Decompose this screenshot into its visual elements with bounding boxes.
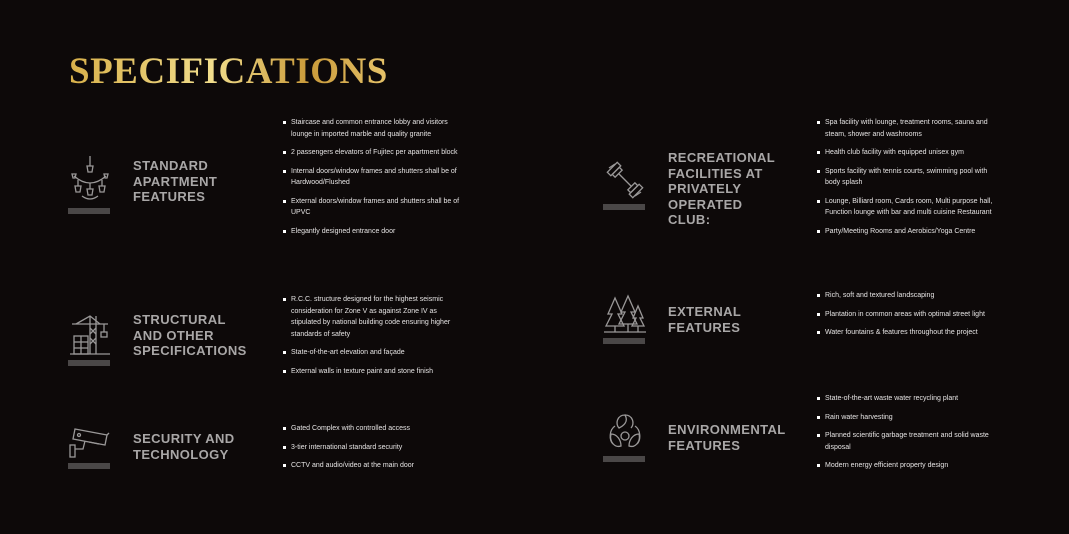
list-item: CCTV and audio/video at the main door [283,460,468,472]
list-item: External walls in texture paint and stone finish [283,366,468,378]
dumbbell-icon [603,160,647,210]
section-heading-recreational: RECREATIONAL FACILITIES AT PRIVATELY OPERATED CLUB: [668,150,775,227]
icon-underline [68,208,110,214]
page-title: SPECIFICATIONS [69,51,388,92]
icon-underline [603,456,645,462]
list-item: Health club facility with equipped unisex gym [817,147,1002,159]
icon-underline [68,463,110,469]
icon-underline [603,338,645,344]
list-item: Gated Complex with controlled access [283,423,468,435]
construction-crane-icon [68,314,112,366]
eco-leaves-icon [603,412,647,462]
section-heading-environmental: ENVIRONMENTAL FEATURES [668,422,786,453]
standard-apartment-list [283,117,468,244]
list-item: Elegantly designed entrance door [283,226,468,238]
list-item: Rain water harvesting [817,412,1002,424]
trees-icon [603,294,647,344]
list-item: External doors/window frames and shutters shall be of UPVC [283,196,468,219]
section-heading-standard-apartment: STANDARD APARTMENT FEATURES [133,158,218,204]
list-item: Lounge, Billiard room, Cards room, Multi purpose hall, Function lounge with bar and multi cuisine Restaurant [817,196,1002,219]
list-item: Water fountains & features throughout the project [817,327,1002,339]
section-heading-structural: STRUCTURAL AND OTHER SPECIFICATIONS [133,312,247,358]
list-item: Modern energy efficient property design [817,460,1002,472]
icon-underline [68,360,110,366]
recreational-list [817,117,1002,244]
list-item: Party/Meeting Rooms and Aerobics/Yoga Centre [817,226,1002,238]
list-item: R.C.C. structure designed for the highest seismic consideration for Zone V as against Zone IV as stipulated by national building code ensuring higher standards of safety [283,294,468,340]
list-item: Plantation in common areas with optimal street light [817,309,1002,321]
section-heading-security: SECURITY AND TECHNOLOGY [133,431,235,462]
structural-list [283,294,468,384]
icon-underline [603,204,645,210]
list-item: Sports facility with tennis courts, swimming pool with body splash [817,166,1002,189]
list-item: 3-tier international standard security [283,442,468,454]
list-item: Internal doors/window frames and shutters shall be of Hardwood/Flushed [283,166,468,189]
list-item: Spa facility with lounge, treatment rooms, sauna and steam, shower and washrooms [817,117,1002,140]
environmental-list [817,393,1002,479]
security-list [283,423,468,479]
list-item: Staircase and common entrance lobby and visitors lounge in imported marble and quality granite [283,117,468,140]
external-list [817,290,1002,346]
list-item: 2 passengers elevators of Fujitec per apartment block [283,147,468,159]
list-item: Rich, soft and textured landscaping [817,290,1002,302]
list-item: State-of-the-art waste water recycling plant [817,393,1002,405]
cctv-camera-icon [68,425,112,469]
list-item: State-of-the-art elevation and façade [283,347,468,359]
section-heading-external: EXTERNAL FEATURES [668,304,742,335]
chandelier-icon [68,156,112,214]
list-item: Planned scientific garbage treatment and solid waste disposal [817,430,1002,453]
